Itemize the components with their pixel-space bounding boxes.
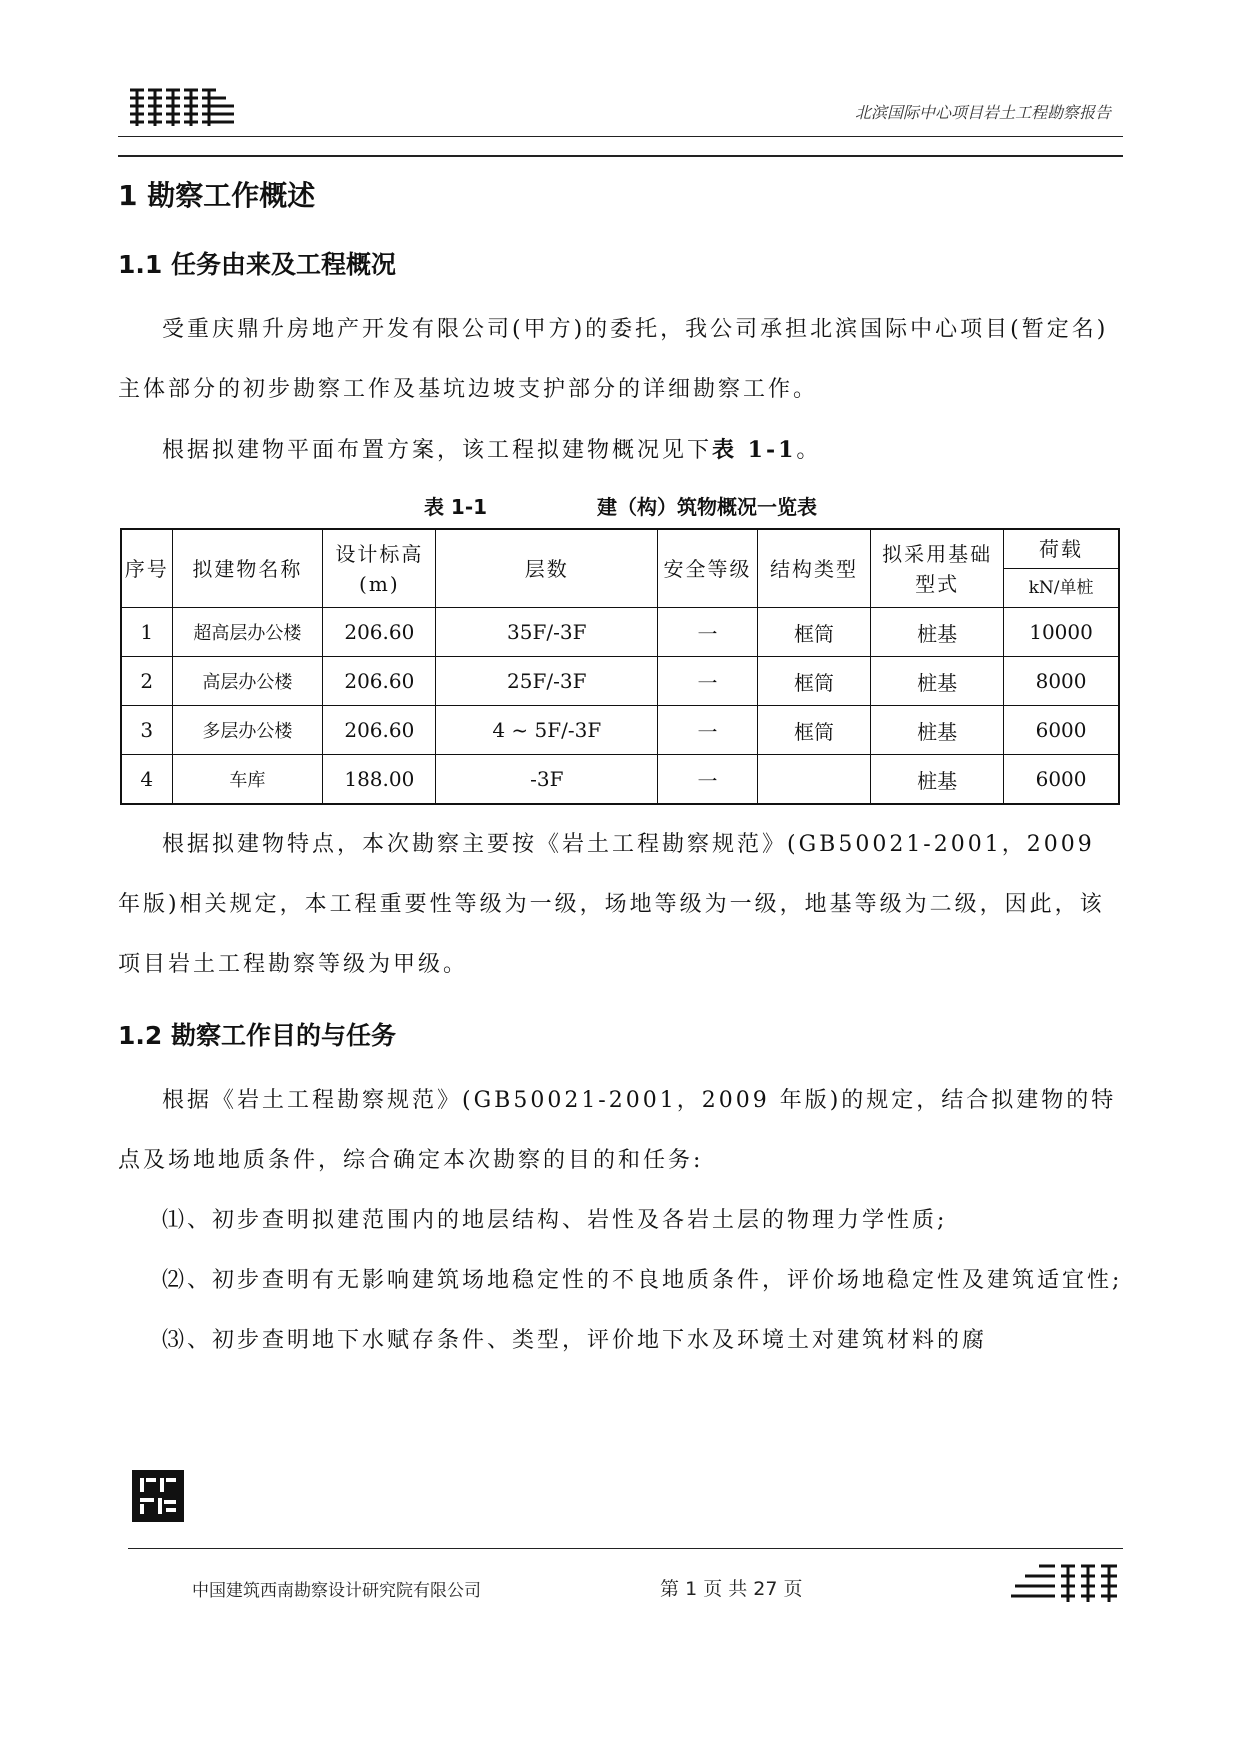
col-header-height-label: 设计标高 <box>335 541 424 566</box>
paragraph-table-ref-text: 根据拟建物平面布置方案，该工程拟建物概况见下 <box>162 438 713 463</box>
table-row <box>121 657 1119 706</box>
col-header-height <box>323 529 436 608</box>
cell-no: 1 <box>121 608 172 657</box>
building-overview-table <box>120 528 1120 805</box>
table-caption-number: 表 1-1 <box>423 495 488 519</box>
cell-floors: 4 ~ 5F/-3F <box>436 706 658 755</box>
col-header-load: 荷载 <box>1004 529 1119 569</box>
list-item-objective-2: ⑵、初步查明有无影响建筑场地稳定性的不良地质条件，评价场地稳定性及建筑适宜性; <box>162 1268 1123 1293</box>
cell-floors: 25F/-3F <box>436 657 658 706</box>
page-content <box>118 168 1123 1371</box>
table-ref-link: 表 1-1 <box>712 437 797 463</box>
paragraph-grading: 根据拟建物特点，本次勘察主要按《岩土工程勘察规范》(GB50021-2001，2009 年版)相关规定，本工程重要性等级为一级，场地等级为一级，地基等级为二级，因此，该项目岩土工程勘察等级为甲级。 <box>118 832 1105 977</box>
list-item-objective-3: ⑶、初步查明地下水赋存条件、类型，评价地下水及环境土对建筑材料的腐 <box>162 1328 988 1353</box>
cell-safety: 一 <box>658 755 758 805</box>
table-caption-title: 建（构）筑物概况一览表 <box>597 495 818 519</box>
cell-height: 188.00 <box>323 755 436 805</box>
cell-name: 超高层办公楼 <box>172 608 323 657</box>
cell-safety: 一 <box>658 706 758 755</box>
cell-floors: -3F <box>436 755 658 805</box>
col-header-load-unit: kN/单桩 <box>1004 569 1119 608</box>
cell-height: 206.60 <box>323 706 436 755</box>
col-header-name: 拟建物名称 <box>172 529 323 608</box>
qr-stamp-icon <box>132 1470 184 1522</box>
footer-logo-icon <box>1009 1560 1121 1608</box>
cell-no: 3 <box>121 706 172 755</box>
cell-structure <box>757 755 870 805</box>
section-title: 1 勘察工作概述 <box>118 179 316 212</box>
page-total: 27 <box>753 1578 778 1600</box>
table-caption <box>118 491 1123 520</box>
cell-load: 6000 <box>1004 755 1119 805</box>
col-header-safety: 安全等级 <box>658 529 758 608</box>
subsection-title-1-2: 1.2 勘察工作目的与任务 <box>118 1021 396 1050</box>
cell-no: 4 <box>121 755 172 805</box>
table-row <box>121 706 1119 755</box>
table-row <box>121 608 1119 657</box>
subsection-title-1-1: 1.1 任务由来及工程概况 <box>118 250 396 279</box>
col-header-height-unit: (m) <box>359 571 400 596</box>
page-suffix: 页 <box>783 1578 803 1600</box>
cell-height: 206.60 <box>323 608 436 657</box>
header-title: 北滨国际中心项目岩土工程勘察报告 <box>854 103 1111 122</box>
cell-name: 高层办公楼 <box>172 657 323 706</box>
cell-load: 6000 <box>1004 706 1119 755</box>
list-item-objective-1: ⑴、初步查明拟建范围内的地层结构、岩性及各岩土层的物理力学性质; <box>162 1208 948 1233</box>
col-header-foundation: 拟采用基础型式 <box>871 529 1004 608</box>
cell-safety: 一 <box>658 657 758 706</box>
cell-height: 206.60 <box>323 657 436 706</box>
cell-structure: 框筒 <box>757 657 870 706</box>
cell-foundation: 桩基 <box>871 755 1004 805</box>
cell-floors: 35F/-3F <box>436 608 658 657</box>
cell-structure: 框筒 <box>757 706 870 755</box>
cell-safety: 一 <box>658 608 758 657</box>
cell-load: 10000 <box>1004 608 1119 657</box>
col-header-floors: 层数 <box>436 529 658 608</box>
header-divider-thick <box>118 155 1123 157</box>
table-row <box>121 755 1119 805</box>
page-current: 1 <box>685 1578 698 1600</box>
col-header-structure: 结构类型 <box>757 529 870 608</box>
paragraph-commission: 受重庆鼎升房地产开发有限公司(甲方)的委托，我公司承担北滨国际中心项目(暂定名)主体部分的初步勘察工作及基坑边坡支护部分的详细勘察工作。 <box>118 317 1109 402</box>
paragraph-table-ref-end: 。 <box>796 438 822 463</box>
paragraph-table-ref <box>118 420 1123 481</box>
header-logo-icon <box>128 86 238 132</box>
footer-page-number <box>660 1574 803 1601</box>
header-divider <box>118 136 1123 137</box>
cell-structure: 框筒 <box>757 608 870 657</box>
page-prefix: 第 <box>660 1578 680 1600</box>
page-mid: 页 共 <box>703 1578 748 1600</box>
cell-name: 多层办公楼 <box>172 706 323 755</box>
cell-foundation: 桩基 <box>871 657 1004 706</box>
footer-divider <box>128 1548 1123 1549</box>
paragraph-objectives-intro: 根据《岩土工程勘察规范》(GB50021-2001，2009 年版)的规定，结合拟建物的特点及场地地质条件，综合确定本次勘察的目的和任务: <box>118 1088 1117 1173</box>
cell-name: 车库 <box>172 755 323 805</box>
cell-no: 2 <box>121 657 172 706</box>
cell-foundation: 桩基 <box>871 706 1004 755</box>
footer-company-name: 中国建筑西南勘察设计研究院有限公司 <box>192 1581 481 1601</box>
cell-foundation: 桩基 <box>871 608 1004 657</box>
cell-load: 8000 <box>1004 657 1119 706</box>
col-header-no: 序号 <box>121 529 172 608</box>
